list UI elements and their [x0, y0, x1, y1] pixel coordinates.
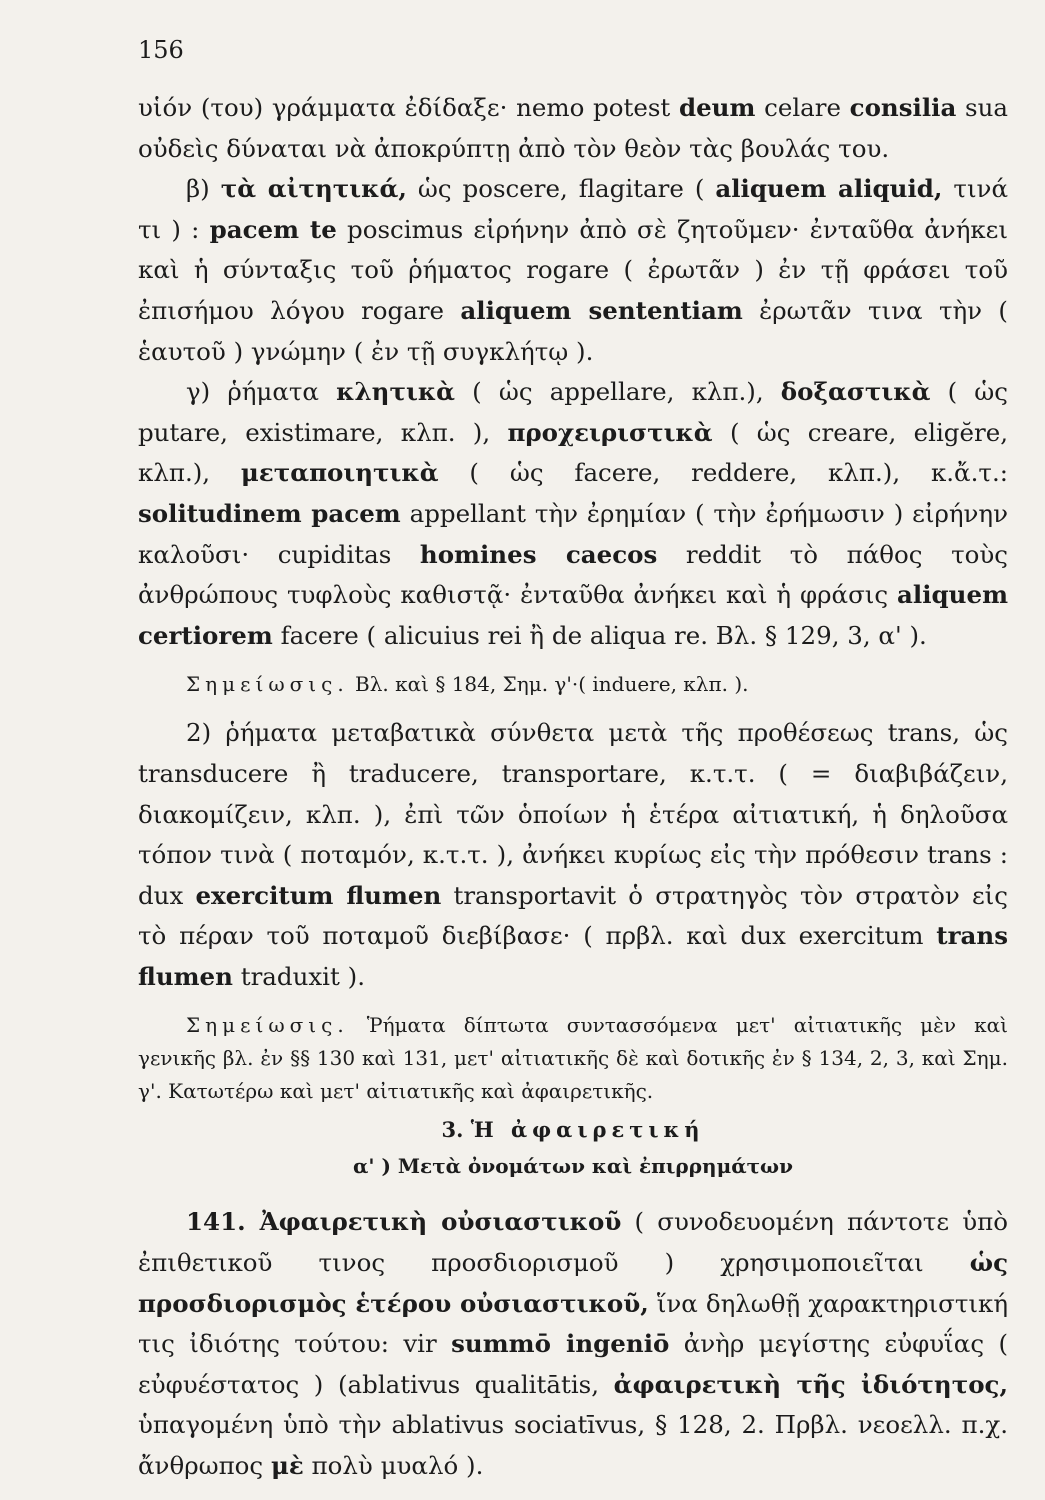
text-run: ὡς poscere, flagitare ( [406, 174, 716, 204]
paragraph-1 [138, 88, 1008, 169]
bold-run: summō ingeniō [451, 1329, 670, 1359]
bold-run: τὰ αἰτητικά, [220, 174, 407, 204]
sub-heading: α' ) Μετὰ ὀνομάτων καὶ ἐπιρρημάτων [353, 1154, 793, 1179]
bold-run: προχειριστικὰ [507, 417, 713, 447]
bold-run: aliquem sententiam [460, 295, 743, 325]
text-run: celare [755, 93, 850, 122]
bold-run: 141. Ἀφαιρετικὴ οὐσιαστικοῦ [186, 1207, 622, 1237]
paragraph-3 [138, 372, 1008, 656]
bold-run: aliquem certiorem [138, 580, 1008, 650]
note-text: Ῥήματα δίπτωτα συντασσόμενα μετ' αἰτιατικῆς μὲν καὶ γενικῆς βλ. ἐν §§ 130 καὶ 131, μετ' αἰτιατικῆς δὲ καὶ δοτικῆς ἐν § 134, 2, 3, καὶ Σημ. γ'. Κατωτέρω καὶ μετ' αἰτιατικῆς καὶ ἀφαιρετικῆς. [138, 1013, 1008, 1104]
note-2 [138, 1009, 1008, 1108]
bold-run: solitudinem pacem [138, 498, 401, 528]
text-run: πολὺ μυαλό ). [303, 1451, 484, 1481]
text-run: ἐρωτᾶν τινα τὴν ( ἑαυτοῦ ) γνώμην ( ἐν τῇ συγκλήτῳ ). [138, 295, 1008, 366]
text-run: ( ὡς putare, existimare, κλπ. ), [138, 377, 1008, 447]
text-run: 2) ῥήματα μεταβατικὰ σύνθετα μετὰ τῆς προθέσεως trans, ὡς transducere ἢ traducere, transportare, κ.τ.τ. ( = διαβιβάζειν, διακομίζειν, κλπ. ), ἐπὶ τῶν ὁποίων ἡ ἑτέρα αἰτιατική, ἡ δηλοῦσα τόπον τινὰ ( ποταμόν, κ.τ.τ. ), ἀνήκει κυρίως εἰς τὴν πρόθεσιν trans : dux [138, 718, 1008, 910]
text-run: reddit τὸ πάθος τοὺς ἀνθρώπους τυφλοὺς καθιστᾷ· ἐνταῦθα ἀνήκει καὶ ἡ φράσις [138, 539, 1008, 610]
bold-run: exercitum flumen [195, 880, 442, 910]
text-run: traduxit ). [232, 961, 365, 991]
text-run: ἀνὴρ μεγίστης εὐφυΐας ( εὐφυέστατος ) (ablativus qualitātis, [138, 1329, 1008, 1399]
heading-text: Ἡ ἀφαιρετική [470, 1117, 705, 1143]
text-run: facere ( alicuius rei ἢ de aliqua re. Βλ. § 129, 3, α' ). [272, 620, 927, 650]
text-run: poscimus εἰρήνην ἀπὸ σὲ ζητοῦμεν· ἐνταῦθα ἀνήκει καὶ ἡ σύνταξις τοῦ ῥήματος rogare ( ἐρωτᾶν ) ἐν τῇ φράσει τοῦ ἐπισήμου λόγου rogare [138, 214, 1008, 325]
note-label: Σημείωσις. [186, 1013, 349, 1038]
heading-number: 3. [441, 1117, 471, 1143]
text-run: γ) ῥήματα [186, 377, 337, 407]
text-run: τινά τι ) : [138, 174, 1008, 244]
text-run: ( ὡς appellare, κλπ.), [455, 377, 781, 407]
paragraph-4 [138, 713, 1008, 997]
paragraph-2 [138, 169, 1008, 372]
note-text: Βλ. καὶ § 184, Σημ. γ'·( induere, κλπ. ). [348, 672, 749, 697]
bold-run: deum [678, 93, 756, 122]
text-run: transportavit ὁ στρατηγὸς τὸν στρατὸν εἰς τὸ πέραν τοῦ ποταμοῦ διεβίβασε· ( πρβλ. καὶ dux exercitum [138, 880, 1008, 951]
paragraph-141 [138, 1202, 1008, 1486]
bold-run: μὲ [270, 1451, 304, 1481]
bold-run: δοξαστικὰ [780, 377, 931, 407]
note-1 [138, 668, 1008, 701]
bold-run: pacem te [209, 214, 337, 244]
text-run: β) [186, 174, 221, 204]
text-run: sua οὐδεὶς δύναται νὰ ἀποκρύπτῃ ἀπὸ τὸν θεὸν τὰς βουλάς του. [138, 93, 1008, 163]
page-number: 156 [138, 36, 184, 64]
note-label: Σημείωσις. [186, 672, 349, 697]
text-run: ( συνοδευομένη πάντοτε ὑπὸ ἐπιθετικοῦ τινος προσδιορισμοῦ ) χρησιμοποιεῖται [138, 1207, 1008, 1278]
bold-run: ἀφαιρετικὴ τῆς ἰδιότητος, [613, 1369, 1008, 1399]
text-run: ἵνα δηλωθῇ χαρακτηριστική τις ἰδιότης τούτου: vir [138, 1288, 1008, 1359]
bold-run: κλητικὰ [336, 377, 456, 407]
text-run: ( ὡς facere, reddere, κλπ.), κ.ἄ.τ.: [438, 458, 1008, 488]
bold-run: μεταποιητικὰ [240, 458, 439, 488]
bold-run: aliquem aliquid, [715, 174, 943, 204]
bold-run: ὡς προσδιορισμὸς ἑτέρου οὐσιαστικοῦ, [138, 1248, 1008, 1318]
bold-run: homines caecos [419, 539, 658, 569]
text-run: ὑπαγομένη ὑπὸ τὴν ablativus sociatīvus, § 128, 2. Πρβλ. νεοελλ. π.χ. ἄνθρωπος [138, 1410, 1008, 1481]
text-run: υἱόν (του) γράμματα ἐδίδαξε· nemo potest [138, 93, 679, 122]
bold-run: consilia [849, 93, 957, 122]
page-text [138, 88, 1008, 1487]
bold-run: trans flumen [138, 921, 1008, 991]
text-run: ( ὡς creare, eligĕre, κλπ.), [138, 417, 1008, 488]
text-run: appellant τὴν ἐρημίαν ( τὴν ἐρήμωσιν ) εἰρήνην καλοῦσι· cupiditas [138, 498, 1008, 569]
section-heading [138, 1112, 1008, 1148]
